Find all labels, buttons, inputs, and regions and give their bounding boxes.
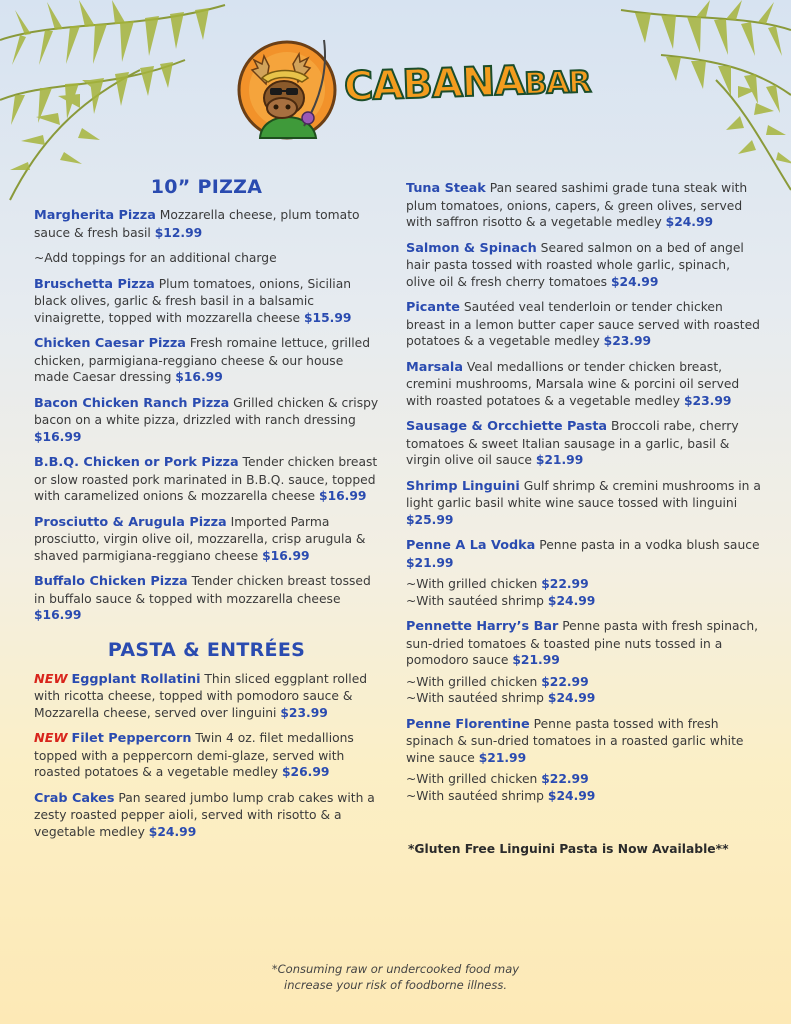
item-price: $16.99 — [34, 608, 82, 622]
item-price: $16.99 — [175, 370, 223, 384]
item-description: Pan seared sashimi grade tuna steak with plum tomatoes, onions, capers, & green olives, served with saffron risotto & a vegetable medley — [406, 181, 748, 229]
item-name: Marsala — [406, 359, 463, 375]
addon-price: $24.99 — [547, 593, 596, 608]
item-name: Sausage & Orcchiette Pasta — [406, 419, 608, 434]
item-price: $24.99 — [665, 215, 714, 229]
menu-item — [34, 790, 379, 841]
menu-item — [406, 478, 761, 529]
item-description: Tender chicken breast or slow roasted pork marinated in B.B.Q. sauce, topped with caramelized onions & mozzarella cheese — [34, 455, 378, 503]
menu-item — [34, 395, 379, 446]
item-price: $23.99 — [684, 393, 732, 408]
menu-item — [406, 359, 761, 410]
addon-label: ~With grilled chicken — [406, 772, 542, 786]
item-price: $15.99 — [304, 310, 352, 325]
disclaimer-line-1: *Consuming raw or undercooked food may — [271, 962, 520, 976]
item-description: Gulf shrimp & cremini mushrooms in a light garlic basil white wine sauce tossed with linguini — [406, 478, 761, 510]
item-name: Chicken Caesar Pizza — [34, 336, 186, 351]
item-price: $12.99 — [154, 225, 203, 240]
item-price: $26.99 — [282, 765, 330, 779]
menu-item — [34, 454, 379, 505]
menu-item — [406, 180, 761, 231]
menu-item — [406, 716, 761, 767]
item-price: $16.99 — [34, 429, 82, 444]
menu-item — [34, 335, 379, 386]
item-name: Buffalo Chicken Pizza — [34, 574, 188, 589]
item-name: Bruschetta Pizza — [34, 276, 155, 292]
addon-shrimp — [406, 690, 761, 707]
item-name: Penne A La Vodka — [406, 538, 536, 553]
addon-label: ~With sautéed shrimp — [406, 691, 548, 705]
item-price: $16.99 — [319, 489, 367, 503]
item-price: $21.99 — [535, 453, 584, 467]
menu-item — [34, 671, 379, 722]
item-description: Grilled chicken & crispy bacon on a white pizza, drizzled with ranch dressing — [34, 395, 379, 427]
item-description: Penne pasta tossed with fresh spinach & sun-dried tomatoes in a roasted garlic white wine sauce — [406, 716, 744, 765]
new-badge: NEW — [34, 671, 68, 687]
addon-chicken — [406, 771, 761, 788]
left-column — [34, 176, 379, 849]
pizza-section-title: 10” PIZZA — [150, 176, 263, 198]
addon-price: $24.99 — [547, 788, 596, 803]
moose-mascot-icon — [232, 30, 352, 150]
item-name: Bacon Chicken Ranch Pizza — [34, 395, 230, 411]
new-badge: NEW — [34, 731, 68, 746]
brand-name: CABANA — [343, 58, 525, 111]
item-name: Salmon & Spinach — [406, 240, 537, 256]
item-description: Thin sliced eggplant rolled with ricotta cheese, topped with pomodoro sauce & Mozzarella cheese, served over linguini — [34, 671, 368, 720]
item-price: $21.99 — [512, 653, 560, 667]
item-price: $21.99 — [406, 555, 454, 570]
item-price: $24.99 — [148, 824, 197, 839]
item-description: Sautéed veal tenderloin or tender chicken breast in a lemon butter caper sauce served with roasted potatoes & a vegetable medley — [406, 300, 760, 348]
item-name: Shrimp Linguini — [406, 478, 520, 494]
addon-chicken — [406, 674, 761, 691]
addon-options — [406, 771, 761, 804]
item-name: Tuna Steak — [406, 181, 486, 196]
item-description: Seared salmon on a bed of angel hair pasta tossed with roasted whole garlic, spinach, olive oil & fresh cherry tomatoes — [406, 240, 744, 289]
menu-item — [406, 537, 761, 571]
item-description: Twin 4 oz. filet medallions topped with a peppercorn demi-glaze, served with roasted potatoes & a vegetable medley — [34, 731, 354, 779]
item-price: $24.99 — [610, 274, 659, 289]
right-column — [406, 180, 761, 813]
addon-price: $22.99 — [541, 772, 589, 786]
item-description: Plum tomatoes, onions, Sicilian black olives, garlic & fresh basil in a balsamic vinaigrette, topped with mozzarella cheese — [34, 276, 352, 325]
item-name: Filet Peppercorn — [71, 731, 192, 746]
addon-options — [406, 674, 761, 707]
addon-shrimp — [406, 593, 761, 610]
addon-label: ~With sautéed shrimp — [406, 788, 548, 803]
brand-name-bar: BAR — [523, 64, 592, 102]
item-name: Crab Cakes — [34, 790, 115, 806]
item-description: Veal medallions or tender chicken breast, cremini mushrooms, Marsala wine & porcini oil served with roasted potatoes & a vegetable medley — [406, 359, 740, 408]
food-safety-disclaimer — [0, 961, 791, 993]
cabana-bar-logo — [232, 30, 592, 150]
addon-chicken — [406, 576, 761, 593]
item-price: $23.99 — [603, 334, 652, 348]
addon-price: $24.99 — [547, 691, 596, 705]
item-description: Fresh romaine lettuce, grilled chicken, parmigiana-reggiano cheese & our house made Caesar dressing — [34, 336, 371, 384]
menu-item — [34, 276, 379, 327]
addon-options — [406, 576, 761, 609]
menu-item — [34, 207, 379, 241]
addon-label: ~With grilled chicken — [406, 577, 542, 591]
toppings-note: ~Add toppings for an additional charge — [34, 251, 277, 265]
item-name: Margherita Pizza — [34, 208, 156, 223]
menu-item — [406, 418, 761, 469]
addon-shrimp — [406, 788, 761, 805]
item-name: B.B.Q. Chicken or Pork Pizza — [34, 455, 239, 470]
item-name: Penne Florentine — [406, 716, 530, 732]
menu-item — [406, 240, 761, 291]
item-description: Penne pasta in a vodka blush sauce — [535, 538, 760, 552]
item-price: $21.99 — [478, 750, 527, 765]
item-price: $25.99 — [406, 512, 454, 527]
addon-price: $22.99 — [541, 577, 589, 591]
item-name: Eggplant Rollatini — [71, 671, 201, 687]
addon-price: $22.99 — [541, 674, 589, 689]
disclaimer-line-2: increase your risk of foodborne illness. — [284, 978, 507, 992]
item-description: Broccoli rabe, cherry tomatoes & sweet Italian sausage in a garlic, basil & virgin olive oil sauce — [406, 419, 739, 467]
addon-label: ~With grilled chicken — [406, 674, 542, 689]
gluten-free-note: *Gluten Free Linguini Pasta is Now Available** — [408, 842, 729, 856]
menu-item — [34, 573, 379, 624]
item-name: Pennette Harry’s Bar — [406, 619, 559, 634]
item-description: Imported Parma prosciutto, virgin olive oil, mozzarella, crisp arugula & shaved parmigiana-reggiano cheese — [34, 514, 366, 563]
menu-item — [34, 514, 379, 565]
item-description: Penne pasta with fresh spinach, sun-dried tomatoes & toasted pine nuts tossed in a pomodoro sauce — [406, 619, 759, 667]
item-description: Tender chicken breast tossed in buffalo sauce & topped with mozzarella cheese — [34, 574, 371, 606]
brand-wordmark — [343, 56, 591, 111]
item-description: Pan seared jumbo lump crab cakes with a zesty roasted pepper aioli, served with risotto & a vegetable medley — [34, 790, 375, 839]
item-name: Prosciutto & Arugula Pizza — [34, 514, 227, 530]
menu-item — [34, 730, 379, 781]
item-price: $16.99 — [262, 548, 310, 563]
item-description: Mozzarella cheese, plum tomato sauce & fresh basil — [34, 208, 360, 240]
item-price: $23.99 — [280, 705, 328, 720]
pasta-section-title: PASTA & ENTRÉES — [107, 638, 306, 661]
menu-item — [406, 299, 761, 350]
palm-leaves-right-illustration — [616, 0, 791, 195]
menu-item — [406, 618, 761, 669]
addon-label: ~With sautéed shrimp — [406, 593, 548, 608]
item-name: Picante — [406, 300, 460, 315]
